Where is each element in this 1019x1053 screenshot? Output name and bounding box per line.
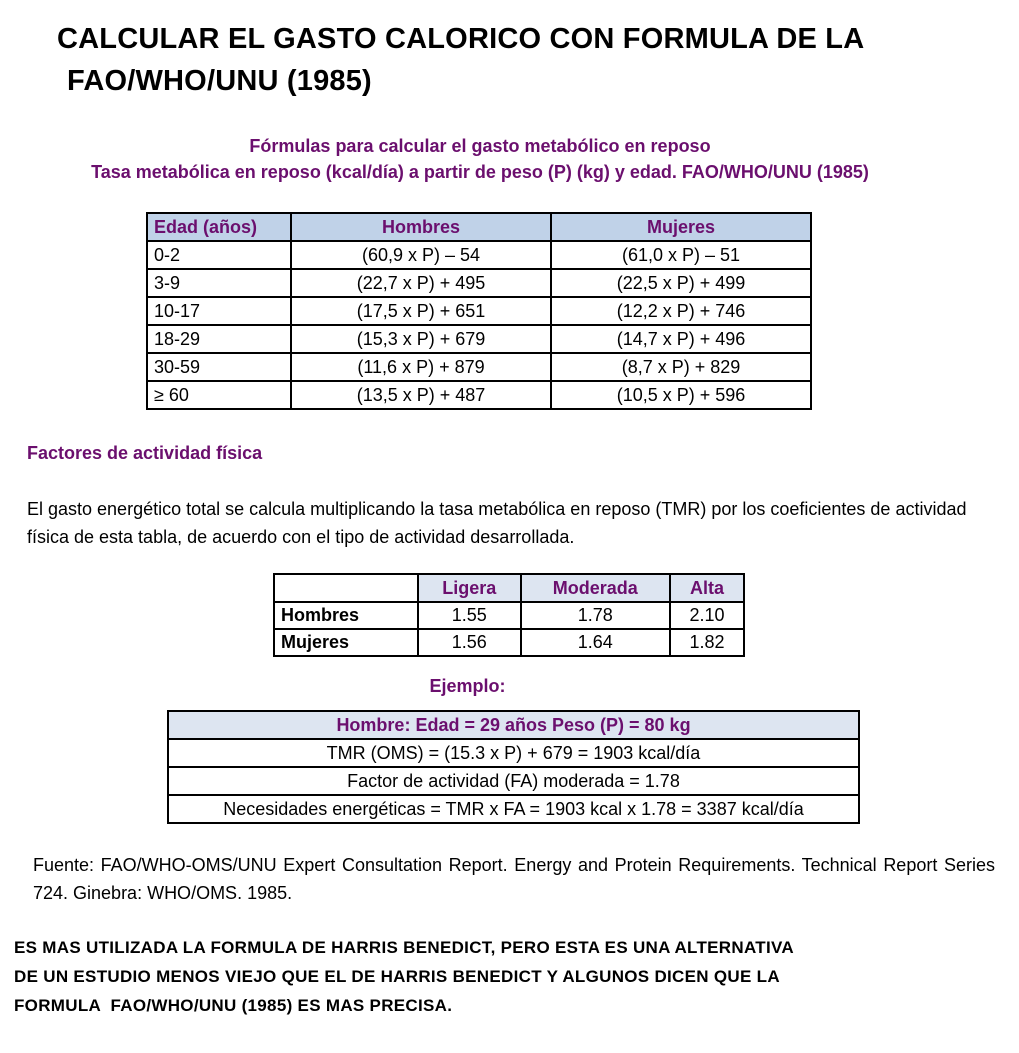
women-formula-cell: (61,0 x P) – 51 (551, 241, 811, 269)
source-citation: Fuente: FAO/WHO-OMS/UNU Expert Consultation Report. Energy and Protein Requirements. Technical Report Series 724. Ginebra: WHO/OMS. 1985. (33, 855, 995, 903)
header-moderate: Moderada (521, 574, 670, 602)
header-women: Mujeres (551, 213, 811, 241)
women-formula-cell: (22,5 x P) + 499 (551, 269, 811, 297)
table-row (147, 269, 811, 297)
men-formula-cell: (11,6 x P) + 879 (291, 353, 551, 381)
tmr-formula-table (146, 212, 812, 410)
men-formula-cell: (60,9 x P) – 54 (291, 241, 551, 269)
table-row (168, 795, 859, 823)
closing-note (14, 933, 1014, 1020)
row-label: Hombres (274, 602, 418, 629)
factor-cell: 1.64 (521, 629, 670, 656)
table-row (147, 381, 811, 409)
women-formula-cell: (14,7 x P) + 496 (551, 325, 811, 353)
men-formula-cell: (17,5 x P) + 651 (291, 297, 551, 325)
page-title (57, 18, 864, 102)
women-formula-cell: (10,5 x P) + 596 (551, 381, 811, 409)
example-table (167, 710, 860, 824)
factor-cell: 1.82 (670, 629, 744, 656)
row-label: Mujeres (274, 629, 418, 656)
women-formula-cell: (12,2 x P) + 746 (551, 297, 811, 325)
table-header-row (168, 711, 859, 739)
table-row (274, 602, 744, 629)
activity-paragraph: El gasto energético total se calcula multiplicando la tasa metabólica en reposo (TMR) por los coeficientes de actividad física de esta tabla, de acuerdo con el tipo de actividad desarrollada. (27, 499, 967, 547)
table-row (147, 297, 811, 325)
women-formula-cell: (8,7 x P) + 829 (551, 353, 811, 381)
example-row: Factor de actividad (FA) moderada = 1.78 (168, 767, 859, 795)
table-row (147, 325, 811, 353)
age-cell: 18-29 (147, 325, 291, 353)
table-row (168, 739, 859, 767)
factor-cell: 1.78 (521, 602, 670, 629)
header-age: Edad (años) (147, 213, 291, 241)
age-cell: 10-17 (147, 297, 291, 325)
men-formula-cell: (22,7 x P) + 495 (291, 269, 551, 297)
note-line-2: DE UN ESTUDIO MENOS VIEJO QUE EL DE HARRIS BENEDICT Y ALGUNOS DICEN QUE LA (14, 967, 780, 986)
age-cell: 0-2 (147, 241, 291, 269)
header-blank (274, 574, 418, 602)
example-row: Necesidades energéticas = TMR x FA = 1903 kcal x 1.78 = 3387 kcal/día (168, 795, 859, 823)
header-high: Alta (670, 574, 744, 602)
age-cell: 3-9 (147, 269, 291, 297)
title-line-2: FAO/WHO/UNU (1985) (67, 65, 372, 97)
activity-factor-table (273, 573, 745, 657)
header-men: Hombres (291, 213, 551, 241)
table-row (168, 767, 859, 795)
age-cell: 30-59 (147, 353, 291, 381)
factor-cell: 2.10 (670, 602, 744, 629)
subtitle-2: Tasa metabólica en reposo (kcal/día) a partir de peso (P) (kg) y edad. FAO/WHO/UNU (1985) (91, 162, 869, 182)
example-row: TMR (OMS) = (15.3 x P) + 679 = 1903 kcal/día (168, 739, 859, 767)
men-formula-cell: (15,3 x P) + 679 (291, 325, 551, 353)
factor-cell: 1.55 (418, 602, 521, 629)
table-header-row (274, 574, 744, 602)
note-line-1: ES MAS UTILIZADA LA FORMULA DE HARRIS BENEDICT, PERO ESTA ES UNA ALTERNATIVA (14, 938, 794, 957)
title-line-1: CALCULAR EL GASTO CALORICO CON FORMULA DE LA (57, 23, 865, 55)
note-line-3: FORMULA FAO/WHO/UNU (1985) ES MAS PRECISA. (14, 996, 453, 1015)
table-header-row (147, 213, 811, 241)
activity-heading: Factores de actividad física (27, 443, 263, 463)
table-row (147, 241, 811, 269)
table-row (147, 353, 811, 381)
factor-cell: 1.56 (418, 629, 521, 656)
example-header: Hombre: Edad = 29 años Peso (P) = 80 kg (168, 711, 859, 739)
age-cell: ≥ 60 (147, 381, 291, 409)
men-formula-cell: (13,5 x P) + 487 (291, 381, 551, 409)
table-row (274, 629, 744, 656)
example-label: Ejemplo: (429, 676, 506, 696)
header-light: Ligera (418, 574, 521, 602)
subtitle-1: Fórmulas para calcular el gasto metabólico en reposo (249, 136, 711, 156)
